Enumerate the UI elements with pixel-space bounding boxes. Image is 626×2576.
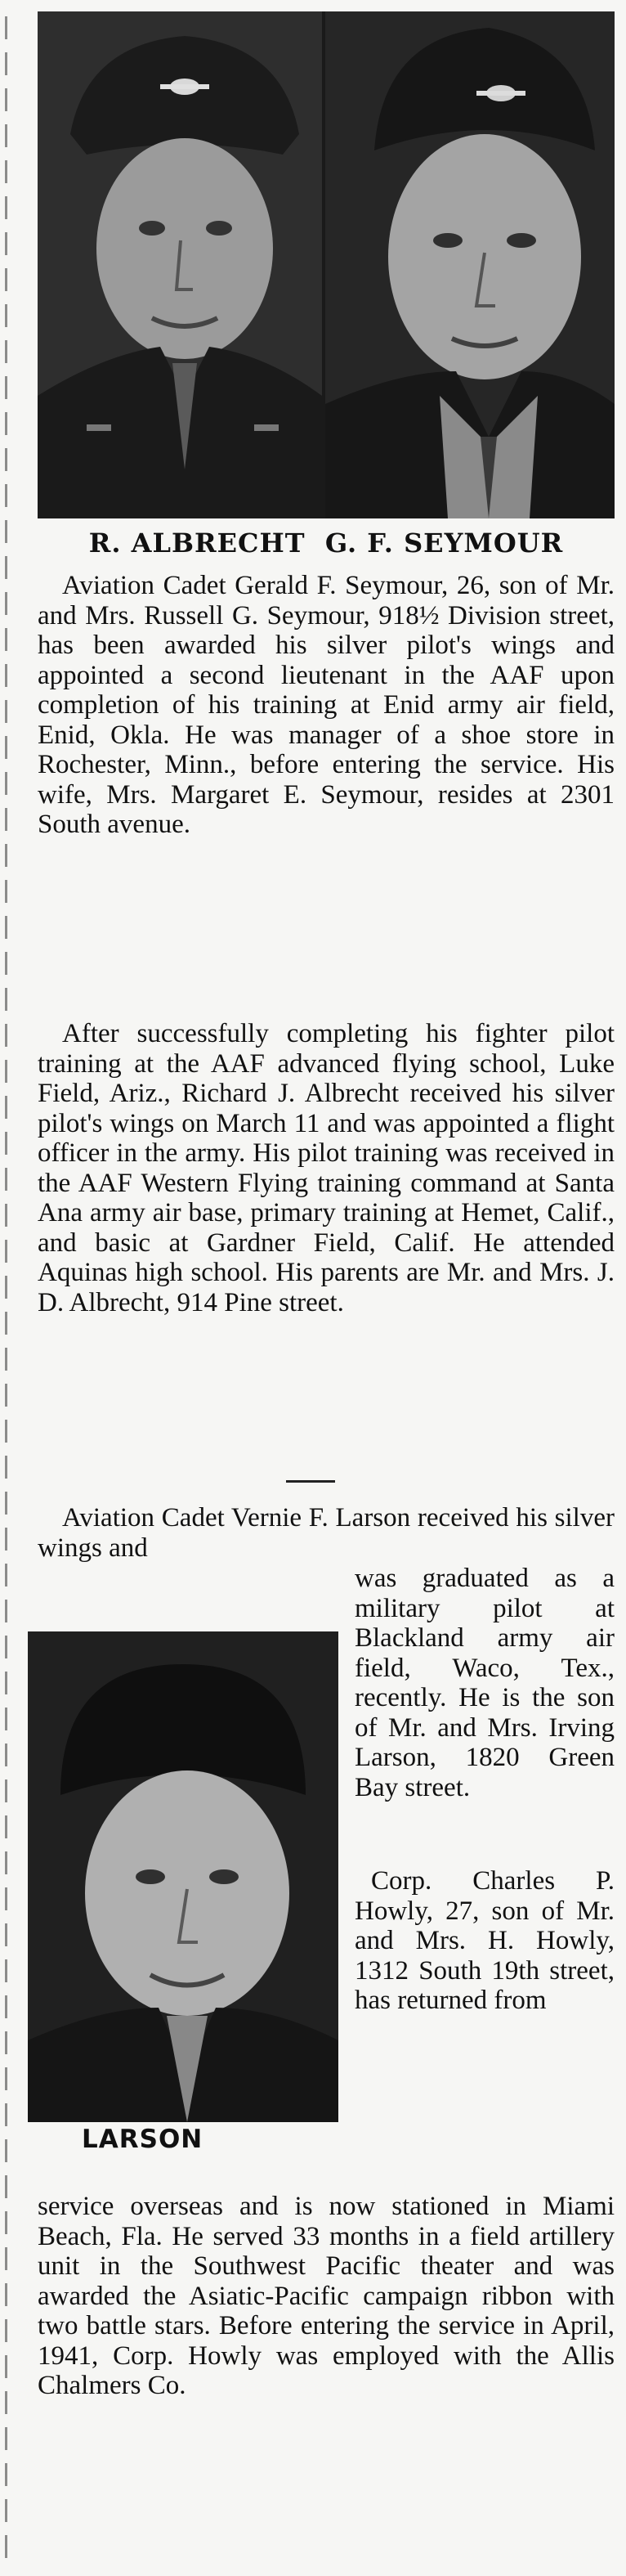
paragraph-larson-right: was graduated as a military pilot at Blackland army air field, Waco, Tex., recently. He is the son of Mr. and Mrs. Irving Larson, 1820 Green Bay street. — [355, 1564, 615, 1802]
larson-caption: LARSON — [82, 2125, 203, 2154]
photo-pair — [38, 11, 615, 518]
photo-albrecht — [38, 11, 322, 518]
photo-seymour — [325, 11, 615, 518]
section-divider — [286, 1480, 335, 1483]
paragraph-howly-right: Corp. Charles P. Howly, 27, son of Mr. and Mrs. H. Howly, 1312 South 19th street, has returned from — [355, 1866, 615, 2015]
photo-caption — [38, 522, 615, 564]
caption-seymour: G. F. SEYMOUR — [324, 527, 564, 559]
photo-larson — [28, 1631, 338, 2122]
paragraph-albrecht: After successfully completing his fighter pilot training at the AAF advanced flying school, Luke Field, Ariz., Richard J. Albrecht received his silver pilot's wings on March 11 and was appointed a flight officer in the army. His pilot training was received in the AAF Western Flying training command at Santa Ana army air base, primary training at Hemet, Calif., and basic at Gardner Field, Calif. He attended Aquinas high school. His parents are Mr. and Mrs. J. D. Albrecht, 914 Pine street. — [38, 1019, 615, 1317]
column-rule — [5, 16, 7, 2560]
paragraph-larson-intro: Aviation Cadet Vernie F. Larson received his silver wings and — [38, 1503, 615, 1563]
paragraph-howly-bottom: service overseas and is now stationed in Miami Beach, Fla. He served 33 months in a field artillery unit in the Southwest Pacific theater and was awarded the Asiatic-Pacific campaign ribbon with two battle stars. Before entering the service in April, 1941, Corp. Howly was employed with the Allis Chalmers Co. — [38, 2192, 615, 2400]
paragraph-seymour: Aviation Cadet Gerald F. Seymour, 26, son of Mr. and Mrs. Russell G. Seymour, 918½ Division street, has been awarded his silver pilot's wings and appointed a second lieutenant in the AAF upon completion of his training at Enid army air field, Enid, Okla. He was manager of a shoe store in Rochester, Minn., before entering the service. His wife, Mrs. Margaret E. Seymour, resides at 2301 South avenue. — [38, 571, 615, 839]
caption-albrecht: R. ALBRECHT — [88, 527, 306, 559]
